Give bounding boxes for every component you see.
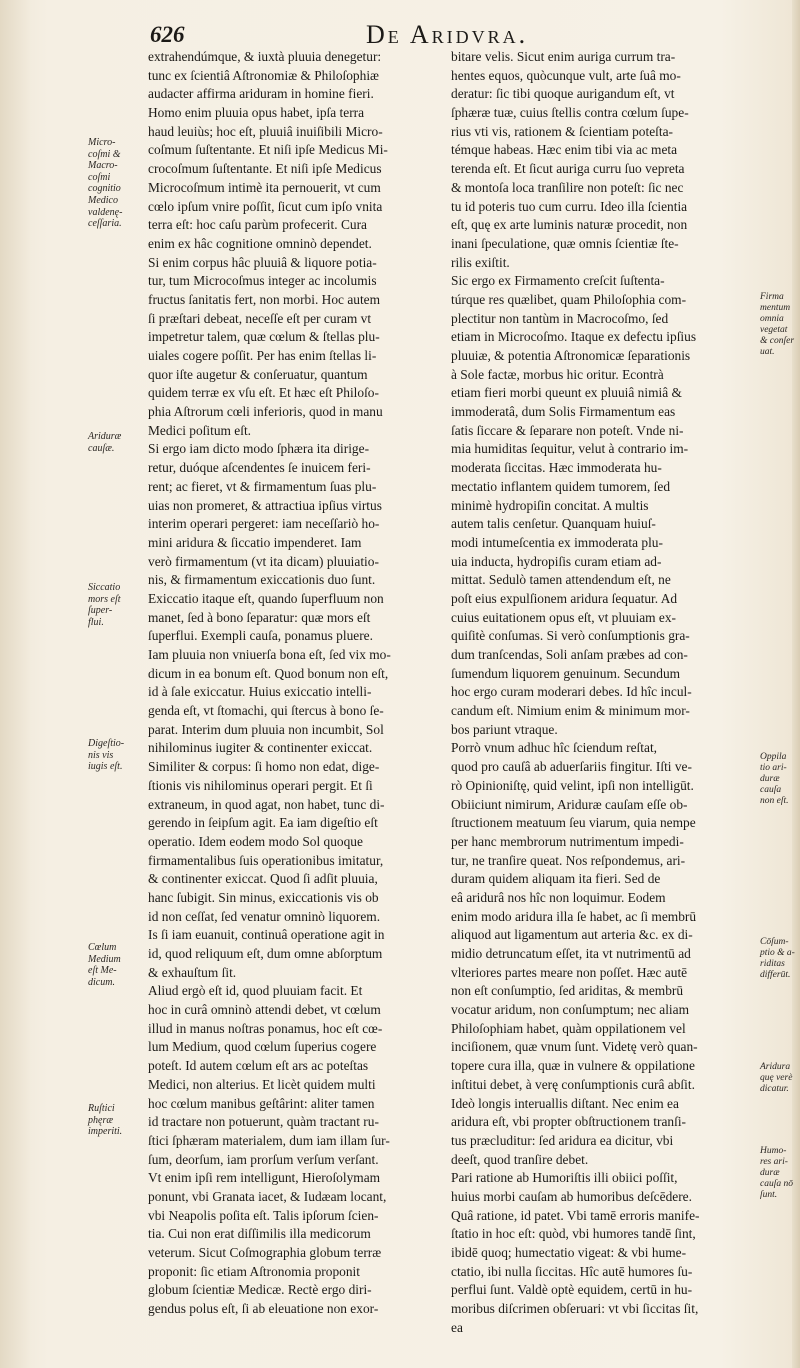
marginal-note-line: ſuper- [88, 605, 113, 617]
text-line: eâ aridurâ nos hîc non loquimur. Eodem [451, 889, 666, 905]
page-gutter-shadow [0, 0, 30, 1368]
text-line: ſtionis vis nihilominus operari pergit. Et ſi [148, 777, 373, 793]
marginal-note-line: Cœlum [88, 942, 117, 953]
text-line: Is ſi iam euanuit, continuâ operatione agit in [148, 927, 385, 943]
text-line: uias non promeret, & attractiua ipſius virtus [148, 497, 382, 513]
text-line: moribus diſcrimen obſeruari: vt vbi ſiccitas ſit, [451, 1301, 699, 1317]
marginal-note-line: & conſer [760, 336, 795, 346]
text-line: ſatis ſiccare & ſeparare non poteſt. Vnde ni- [451, 422, 684, 438]
text-line: haud leuiùs; hoc eſt, pluuiâ inuiſibili Micro- [148, 123, 383, 139]
text-line: bos pariunt vtraque. [451, 721, 558, 737]
text-line: quidem terræ ex vſu eſt. Et hæc eſt Philoſo- [148, 385, 379, 401]
text-line: non eſt conſumptio, ſed ariditas, & membrū [451, 983, 684, 999]
text-line: rò Opinioniſtę, quid velint, ipſi non intelligūt. [451, 777, 694, 793]
text-line: Quâ ratione, id patet. Vbi tamē erroris manife- [451, 1207, 700, 1223]
text-line: Homo enim pluuia opus habet, ipſa terra [148, 105, 365, 121]
text-line: extraneum, in quod agat, non habet, tunc di- [148, 796, 385, 812]
left-marginal-note [88, 942, 144, 988]
text-line: globum ſcientiæ Medicæ. Rectè ergo diri- [148, 1282, 372, 1298]
text-line: uiales cogere poſſit. Per has enim ſtellas li- [148, 348, 377, 363]
left-marginal-note [88, 1103, 144, 1138]
text-line: aliquod aut ligamentum aut arteria &c. ex di- [451, 927, 693, 943]
marginal-note-line: Micro- [88, 137, 116, 148]
text-line: tia. Cui non erat diſſimilis illa medicorum [148, 1226, 371, 1242]
text-line: Sic ergo ex Firmamento creſcit ſuſtenta- [451, 273, 665, 289]
marginal-note-line: tio ari- [760, 763, 787, 773]
text-line: Exiccatio itaque eſt, quando ſuperfluum non [148, 590, 384, 606]
text-line: tur, tum Microcoſmus integer ac incolumis [148, 273, 377, 289]
text-line: Si enim corpus hâc pluuiâ & liquore potia- [148, 254, 377, 270]
text-line: & montoſa loca tranſilire non poteſt: ſic nec [451, 179, 684, 195]
text-line: tus præcluditur: ſed aridura ea dicitur, vbi [451, 1132, 674, 1148]
text-line: Pari ratione ab Humoriſtis illi obiici poſſit, [451, 1170, 678, 1186]
text-line: operatio. Idem eodem modo Sol quoque [148, 833, 363, 849]
text-line: plectitur non tantùm in Macrocoſmo, ſed [451, 310, 669, 326]
text-line: gendus polus eſt, ſi ab eleuatione non exor- [148, 1301, 379, 1317]
left-text-column [148, 48, 447, 1319]
text-line: veterum. Sicut Coſmographia globum terræ [148, 1245, 382, 1260]
text-line: quor iſte augetur & conſeruatur, quantum [148, 366, 368, 382]
marginal-note-line: res ari- [760, 1157, 788, 1167]
text-line: Obiiciunt nimirum, Ariduræ cauſam eſſe ob- [451, 796, 688, 812]
text-line: vbi Neapolis poſita eſt. Talis ipſorum ſcien- [148, 1207, 379, 1223]
marginal-note-line: Medico [88, 194, 118, 206]
text-line: impetretur talem, quæ cœlum & ſtellas plu- [148, 329, 380, 345]
text-line: lum Medium, quod cœlum ſuperius cogere [148, 1039, 377, 1055]
marginal-note-line: Digeſtio- [88, 738, 125, 749]
text-line: Porrò vnum adhuc hîc ſciendum reſtat, [451, 740, 658, 756]
text-line: firmamentalibus ſuis operationibus imitatur, [148, 852, 384, 868]
running-title: De Aridvra. [366, 20, 529, 49]
text-line: rius vti vis, rationem & ſcientiam poteſta- [451, 123, 674, 139]
text-line: cuius euitationem opus eſt, vt pluuiam ex- [451, 609, 676, 625]
text-line: uia inducta, hydropiſis curam etiam ad- [451, 553, 662, 569]
marginal-note-line: mentum [760, 303, 791, 313]
text-line: gerendo in ſeipſum agit. Ea iam digeſtio eſt [148, 815, 378, 831]
marginal-note-line: phęræ [88, 1114, 113, 1126]
text-line: parat. Interim dum pluuia non incumbit, Sol [148, 721, 384, 737]
text-line: id tractare non potuerunt, quàm tractant ru- [148, 1114, 379, 1130]
text-line: retur, duóque aſcendentes ſe inuicem feri- [148, 460, 371, 476]
text-line: eſt, quę ex arte luminis naturæ procedit, non [451, 217, 688, 233]
text-line: etiam fieri morbi queunt ex pluuiâ nimiâ & [451, 385, 682, 401]
marginal-note-line: cognitio [88, 183, 121, 195]
marginal-note-line: cauſa [760, 785, 782, 795]
marginal-note-line: cauſa nō [760, 1179, 793, 1189]
marginal-note-line: vegetat [760, 325, 788, 335]
text-line: deeſt, quod tranſire debet. [451, 1151, 589, 1167]
text-line: Aliud ergò eſt id, quod pluuiam facit. Et [148, 983, 363, 999]
text-line: genda eſt, vt ſtomachi, qui ſtercus à bono ſe- [148, 703, 384, 719]
marginal-note-line: Medium [88, 953, 121, 965]
text-line: hanc ſubigit. Sin minus, exiccationis vis ob [148, 889, 379, 905]
text-line: Philoſophiam habet, quàm oppilationem vel [451, 1020, 686, 1036]
marginal-note-line: flui. [88, 616, 104, 628]
text-line: autem talis cenſetur. Quanquam huiuſ- [451, 516, 656, 532]
text-line: modi intumeſcentia ex immoderata plu- [451, 534, 663, 550]
text-line: ibidē quoq; humectatio vigeat: & vbi hume- [451, 1245, 687, 1260]
text-line: à Sole factæ, morbus hic oritur. Econtrà [451, 366, 664, 382]
text-line: duram quidem aliquam ita fieri. Sed de [451, 871, 661, 887]
text-line: Iam pluuia non vniuerſa bona eſt, ſed vix mo- [148, 647, 391, 662]
text-line: hoc ergo curam moderari debes. Id hîc incul- [451, 684, 692, 700]
text-line: moderata ſiccitas. Hæc immoderata hu- [451, 460, 662, 476]
text-line: per hanc membrorum nutrimentum impedi- [451, 833, 684, 849]
text-line: témque habeas. Hæc enim tibi via ac meta [451, 142, 678, 158]
marginal-note-line: differūt. [760, 970, 791, 980]
text-line: túrque res quælibet, quam Philoſophia com- [451, 291, 687, 307]
text-line: cœlo ipſum vnire poſſit, ſicut cum ipſo vnita [148, 198, 383, 214]
text-line: Si ergo iam dicto modo ſphæra ita dirige- [148, 441, 370, 457]
text-line: etiam in Microcoſmo. Itaque ex defectu ipſius [451, 329, 697, 345]
text-line: ſtatio in hoc eſt: quòd, vbi humores tandē ſint, [451, 1226, 696, 1242]
text-line: inſtitui debet, à verę conſumptionis curâ abſit. [451, 1076, 695, 1092]
text-line: quiſitè conſumas. Si verò conſumptionis gra- [451, 628, 690, 644]
text-line: vocatur aridum, non conſumptum; nec aliam [451, 1002, 689, 1018]
text-line: ſumendum liquorem genuinum. Secundum [451, 665, 681, 681]
marginal-note-line: mors eſt [88, 593, 121, 605]
text-line: vlteriores partes meare non poſſet. Hæc autē [451, 964, 688, 980]
text-line: enim ex hâc cognitione omninò dependet. [148, 235, 372, 251]
text-line: midio detruncatum eſſet, ita vt nutrimentū ad [451, 946, 691, 961]
marginal-note-line: Ariduræ [88, 431, 122, 442]
text-line: Medici, non alterius. Et licèt quidem multi [148, 1076, 376, 1092]
text-line: id à ſale exiccatur. Huius exiccatio intelli- [148, 684, 372, 700]
marginal-note-line: coſmi [88, 171, 111, 183]
marginal-note-line: uat. [760, 347, 775, 357]
right-marginal-note [760, 752, 798, 807]
text-line: ſtructionem meatuum ſeu viarum, quia nempe [451, 815, 696, 831]
text-line: deratur: ſic tibi quoque aurigandum eſt, vt [451, 86, 675, 102]
text-line: crocoſmum ſuſtentante. Et niſi ipſe Medicus [148, 161, 382, 177]
text-line: bitare velis. Sicut enim auriga currum tra- [451, 49, 676, 64]
marginal-note-line: Siccatio [88, 582, 121, 593]
text-line: ctatio, ibi nulla ſiccitas. Hîc autē humores ſu- [451, 1263, 693, 1279]
text-line: proponit: ſic etiam Aſtronomia proponit [148, 1263, 360, 1279]
text-line: inciſionem, quæ vnum ſunt. Videtę verò quan- [451, 1039, 698, 1055]
text-line: extrahendúmque, & iuxtà pluuia denegetur: [148, 49, 382, 64]
right-text-column [451, 48, 753, 1337]
page-number: 626 [150, 22, 185, 47]
text-line: mectatio inflantem quidem tumorem, ſed [451, 478, 671, 494]
text-line: ſphæræ tuæ, cuius ſtellis contra cœlum ſupe- [451, 105, 689, 121]
text-line: inani ſpeculatione, quæ omnis ſcientiæ ſte- [451, 235, 679, 251]
text-line: id, quod reliquum eſt, dum omne abſorptum [148, 946, 383, 961]
text-line: coſmum ſuſtentante. Et niſi ipſe Medicus Mi- [148, 142, 388, 158]
left-marginal-note [88, 137, 144, 230]
text-line: Medici poſitum eſt. [148, 422, 252, 438]
text-line: perflui ſunt. Valdè optè equidem, certū in hu- [451, 1282, 693, 1298]
text-line: huius morbi cauſam ab humoribus deſcēdere. [451, 1188, 692, 1204]
text-line: enim modo aridura illa ſe habet, ac ſi membrū [451, 908, 697, 924]
text-line: dicum in ea bonum eſt. Quod bonum non eſt, [148, 665, 389, 681]
text-line: ſi præſtari debeat, neceſſe eſt per curam vt [148, 310, 372, 326]
left-marginal-note [88, 431, 144, 454]
text-line: terra eſt: hoc caſu parùm profecerit. Cura [148, 217, 367, 233]
marginal-note-line: Macro- [88, 160, 118, 172]
text-line: hoc in curâ omninò attendi debet, vt cœlum [148, 1002, 381, 1018]
marginal-note-line: riditas [760, 959, 785, 969]
text-line: phia Aſtrorum cœli inferioris, quod in manu [148, 404, 383, 420]
text-line: interim operari pergeret: iam neceſſariò ho- [148, 516, 380, 532]
text-line: dum tranſcendas, Soli anſam præbes ad con- [451, 647, 688, 662]
text-line: rilis exiſtit. [451, 254, 510, 270]
marginal-note-line: omnia [760, 314, 784, 324]
text-line: tur, ne tranſire queat. Nos reſpondemus, ari- [451, 852, 686, 868]
text-line: poſt eius expulſionem aridura ſequatur. Ad [451, 590, 678, 606]
marginal-note-line: dicum. [88, 976, 115, 988]
left-marginal-note [88, 582, 144, 628]
text-line: audacter affirma ariduram in homine fieri. [148, 86, 374, 102]
text-line: Ideò longis interuallis diſtant. Nec enim ea [451, 1095, 679, 1111]
marginal-note-line: quę verè [760, 1073, 793, 1083]
text-line: illud in manus noſtras ponamus, hoc eſt cœ- [148, 1020, 383, 1036]
text-line: nis, & firmamentum exiccationis duo ſunt. [148, 572, 376, 588]
marginal-note-line: dicatur. [760, 1084, 789, 1094]
text-line: & exhauſtum ſit. [148, 964, 237, 980]
text-line: nihilominus iugiter & continenter exiccat. [148, 740, 373, 756]
marginal-note-line: duræ [760, 774, 780, 784]
right-marginal-note [760, 1062, 798, 1095]
text-line: mia humiditas ſequitur, velut à contrario im- [451, 441, 689, 457]
text-line: minimè hydropiſin concitat. A multis [451, 497, 649, 513]
text-line: Vt enim ipſi rem intelligunt, Hieroſolymam [148, 1170, 381, 1186]
text-line: ſum, deorſum, iam prorſum verſum verſant. [148, 1151, 379, 1167]
right-marginal-note [760, 937, 798, 981]
marginal-note-line: Cōſum- [760, 937, 789, 947]
text-line: topere cura illa, quæ in vulnere & oppilatione [451, 1058, 695, 1074]
text-line: Microcoſmum intimè ita pernouerit, vt cum [148, 179, 381, 195]
right-marginal-note [760, 1146, 798, 1201]
text-line: ſuperflui. Exempli cauſa, ponamus pluere. [148, 628, 373, 644]
text-line: & continenter exiccat. Quod ſi adſit pluuia, [148, 871, 378, 887]
right-marginal-note [760, 292, 798, 358]
text-line: mini aridura & ſiccatio impenderet. Iam [148, 534, 362, 550]
text-line: mittat. Sedulò tamen attendendum eſt, ne [451, 572, 671, 588]
text-line: manet, ſed à bono ſeparatur: quæ mors eſt [148, 609, 371, 625]
marginal-note-line: cauſæ. [88, 442, 115, 454]
marginal-note-line: valdenę- [88, 206, 123, 218]
text-line: fructus ſanitatis fert, non morbi. Hoc autem [148, 291, 381, 307]
text-line: rent; ac fieret, vt & firmamentum ſuas plu- [148, 478, 377, 494]
marginal-note-line: non eſt. [760, 796, 789, 806]
marginal-note-line: iugis eſt. [88, 761, 123, 773]
text-line: verò firmamentum (vt ita dicam) pluuiatio- [148, 553, 379, 569]
text-line: Similiter & corpus: ſi homo non edat, dige- [148, 759, 380, 775]
marginal-note-line: Ruſtici [88, 1103, 115, 1114]
text-line: tunc ex ſcientiâ Aſtronomiæ & Philoſophiæ [148, 67, 379, 83]
marginal-note-line: duræ [760, 1168, 780, 1178]
text-line: tu id poteris tuo cum curru. Ideo illa ſcientia [451, 198, 688, 214]
marginal-note-line: nis vis [88, 749, 114, 761]
marginal-note-line: Firma [760, 292, 784, 302]
text-line: poteſt. Id autem cœlum eſt ars ac poteſtas [148, 1058, 369, 1074]
text-line: hoc cœlum manibus geſtârint: aliter tamen [148, 1095, 375, 1111]
text-line: quod pro cauſâ ab aduerſariis fingitur. Iſti ve- [451, 759, 692, 775]
text-line: id non ceſſat, ſed venatur omninò liquorem. [148, 908, 381, 924]
text-line: ea [451, 1319, 463, 1335]
marginal-note-line: Aridura [760, 1062, 791, 1072]
marginal-note-line: Humo- [760, 1146, 787, 1156]
marginal-note-line: ptio & a- [760, 948, 795, 958]
text-line: ponunt, vbi Granata iacet, & Iudæam locant, [148, 1188, 387, 1204]
text-line: immoderatâ, dum Solis Firmamentum eas [451, 404, 676, 420]
marginal-note-line: ſunt. [760, 1190, 778, 1200]
marginal-note-line: imperiti. [88, 1126, 123, 1138]
marginal-note-line: eſt Me- [88, 965, 117, 977]
text-line: terenda eſt. Et ſicut auriga curru ſuo vepreta [451, 161, 685, 177]
marginal-note-line: coſmi & [88, 148, 121, 160]
marginal-note-line: Oppila [760, 752, 787, 762]
text-line: candum eſt. Nimium enim & minimum mor- [451, 703, 690, 719]
text-line: hentes equos, quòcunque vult, arte ſuâ mo- [451, 67, 681, 83]
text-line: ſtici ſphæram materialem, dum iam illam ſur- [148, 1132, 390, 1148]
left-marginal-note [88, 738, 144, 773]
text-line: pluuiæ, & potentia Aſtronomicæ ſeparationis [451, 348, 691, 363]
text-line: aridura eſt, vbi propter obſtructionem tranſi- [451, 1114, 687, 1130]
marginal-note-line: ceſſaria. [88, 218, 122, 230]
